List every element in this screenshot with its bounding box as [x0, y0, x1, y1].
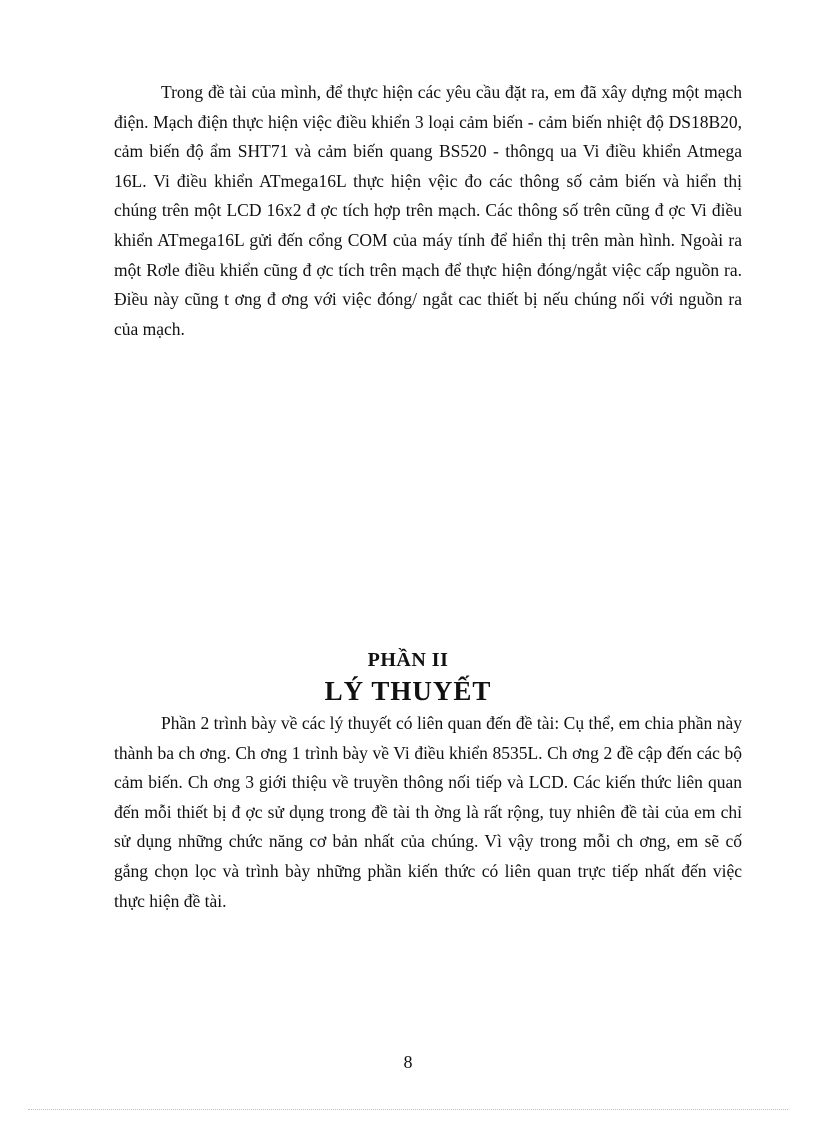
part-title: LÝ THUYẾT	[324, 676, 492, 706]
part2-paragraph: Phần 2 trình bày về các lý thuyết có liên quan đến đề tài: Cụ thể, em chia phần này thành ba ch ơng. Ch ơng 1 trình bày về Vi điều khiển 8535L. Ch ơng 2 đề cập đến các bộ cảm biến. Ch ơng 3 giới thiệu về truyền thông nối tiếp và LCD. Các kiến thức liên quan đến mỗi thiết bị đ ợc sử dụng trong đề tài th ờng là rất rộng, tuy nhiên đề tài của em chỉ sử dụng những chức năng cơ bản nhất của chúng. Vì vậy trong mỗi ch ơng, em sẽ cố gắng chọn lọc và trình bày những phần kiến thức có liên quan trực tiếp nhất đến việc thực hiện đề tài.	[114, 713, 742, 911]
intro-paragraph: Trong đề tài của mình, để thực hiện các yêu cầu đặt ra, em đã xây dựng một mạch điện. Mạch điện thực hiện việc điều khiển 3 loại cảm biến - cảm biến nhiệt độ DS18B20, cảm biến độ ẩm SHT71 và cảm biến quang BS520 - thôngq ua Vi điều khiển Atmega 16L. Vi điều khiển ATmega16L thực hiện vệic đo các thông số cảm biến và hiển thị chúng trên một LCD 16x2 đ ợc tích hợp trên mạch. Các thông số trên cũng đ ợc Vi điều khiển ATmega16L gửi đến cổng COM của máy tính để hiển thị trên màn hình. Ngoài ra một Rơle điều khiển cũng đ ợc tích trên mạch để thực hiện đóng/ngắt việc cấp nguồn ra. Điều này cũng t ơng đ ơng với việc đóng/ ngắt cac thiết bị nếu chúng nối với nguồn ra của mạch.	[114, 82, 742, 339]
part-label: PHẦN II	[367, 649, 449, 671]
page-number: 8	[403, 1052, 413, 1072]
bottom-divider	[28, 1109, 788, 1110]
